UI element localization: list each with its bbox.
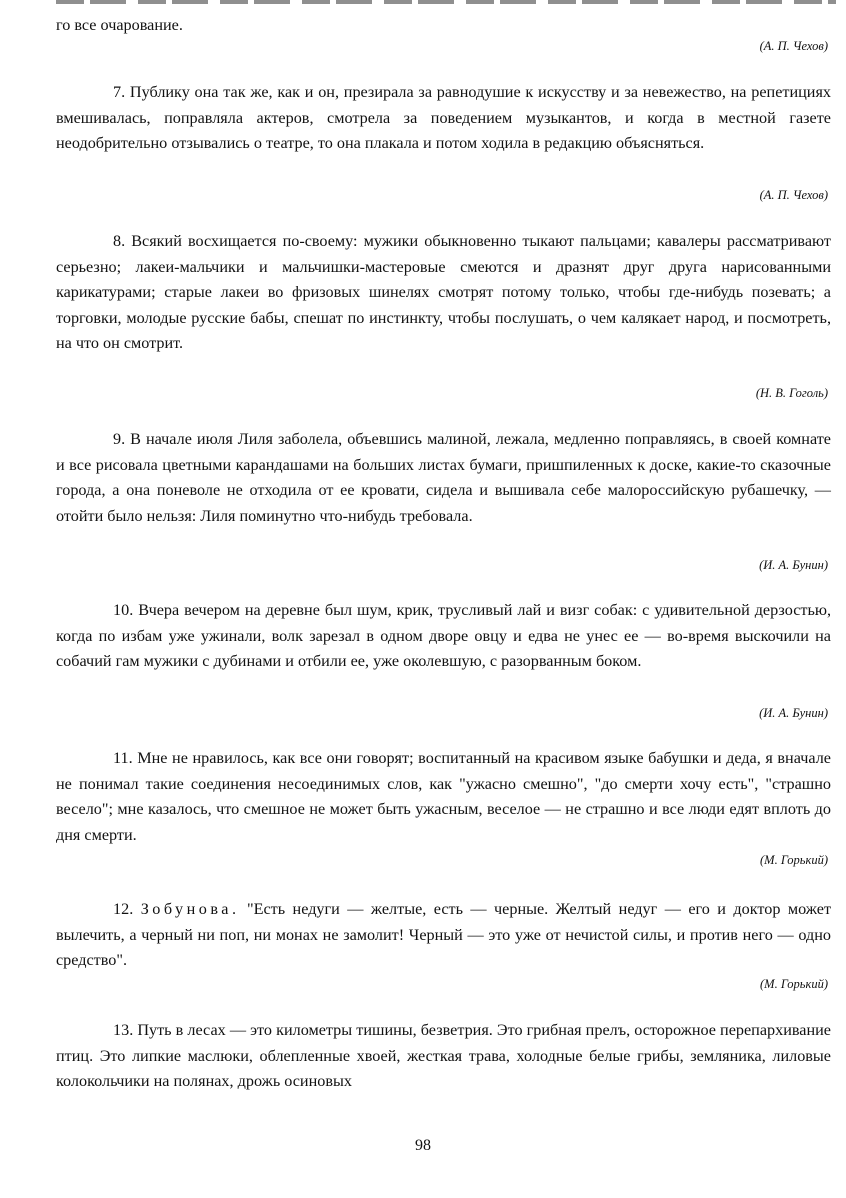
speaker-name: Зобунова. (140, 900, 240, 918)
author-attribution: (Н. В. Гоголь) (755, 386, 828, 400)
paragraph-9: 9. В начале июля Лиля заболела, объевшись малиной, лежала, медленно поправляясь, в своей комнате и все рисовала цветными карандашами на больших листах бумаги, пришпиленных к доске, какие-то сказочные города, а она поневоле не отходила от ее кровати, сидела и вышивала себе малороссийскую рубашечку, — отойти было нельзя: Лиля поминутно что-нибудь требовала. (56, 430, 831, 525)
paragraph-text: "Есть недуги — желтые, есть — черные. Желтый недуг — его и доктор может вылечить, а черный ни поп, ни монах не замолит! Черный — это уже от нечистой силы, и против него — одно средство". (56, 900, 832, 970)
author-attribution: (М. Горький) (760, 853, 828, 867)
page-number: 98 (415, 1137, 431, 1154)
author-attribution: (И. А. Бунин) (759, 558, 828, 572)
paragraph-13: 13. Путь в лесах — это километры тишины, безветрия. Это грибная прелъ, осторожное перепархивание птиц. Это липкие маслюки, облепленные хвоей, жесткая трава, холодные белые грибы, земляника, лиловые колокольчики на полянах, дрожь осиновых (56, 1021, 831, 1091)
paragraph-11: 11. Мне не нравилось, как все они говорят; воспитанный на красивом языке бабушки и деда, я вначале не понимал такие соединения несоединимых слов, как "ужасно смешно", "до смерти хочу есть", "страшно весело"; мне казалось, что смешное не может быть ужасным, веселое — не страшно и все люди едят вплоть до дня смерти. (56, 749, 831, 844)
paragraph-10: 10. Вчера вечером на деревне был шум, крик, трусливый лай и визг собак: с удивительной дерзостью, когда по избам уже ужинали, волк зарезал в одном дворе овцу и едва не унес ее — во-время выскочили на собачий гам мужики с дубинами и отбили ее, уже околевшую, с разорванным боком. (56, 601, 831, 671)
cut-off-top-line (56, 0, 836, 4)
paragraph-number: 12. (113, 900, 134, 918)
paragraph-8: 8. Всякий восхищается по-своему: мужики обыкновенно тыкают пальцами; кавалеры рассматривают серьезно; лакеи-мальчики и мальчишки-мастеровые смеются и дразнят друг друга нарисованными карикатурами; старые лакеи во фризовых шинелях смотрят потому только, чтобы где-нибудь позевать; а торговки, молодые русские бабы, спешат по инстинкту, чтобы послушать, о чем калякает народ, и посмотреть, на что он смотрит. (56, 232, 831, 353)
paragraph-7: 7. Публику она так же, как и он, презирала за равнодушие к искусству и за невежество, на репетициях вмешивалась, поправляла актеров, смотрела за поведением музыкантов, и когда в местной газете неодобрительно отзывались о театре, то она плакала и потом ходила в редакцию объясняться. (56, 83, 831, 153)
continued-text-line: го все очарование. (56, 16, 183, 34)
paragraph-12 (56, 897, 831, 974)
author-attribution: (А. П. Чехов) (759, 188, 828, 202)
author-attribution: (И. А. Бунин) (759, 706, 828, 720)
author-attribution: (А. П. Чехов) (759, 39, 828, 53)
author-attribution: (М. Горький) (760, 977, 828, 991)
